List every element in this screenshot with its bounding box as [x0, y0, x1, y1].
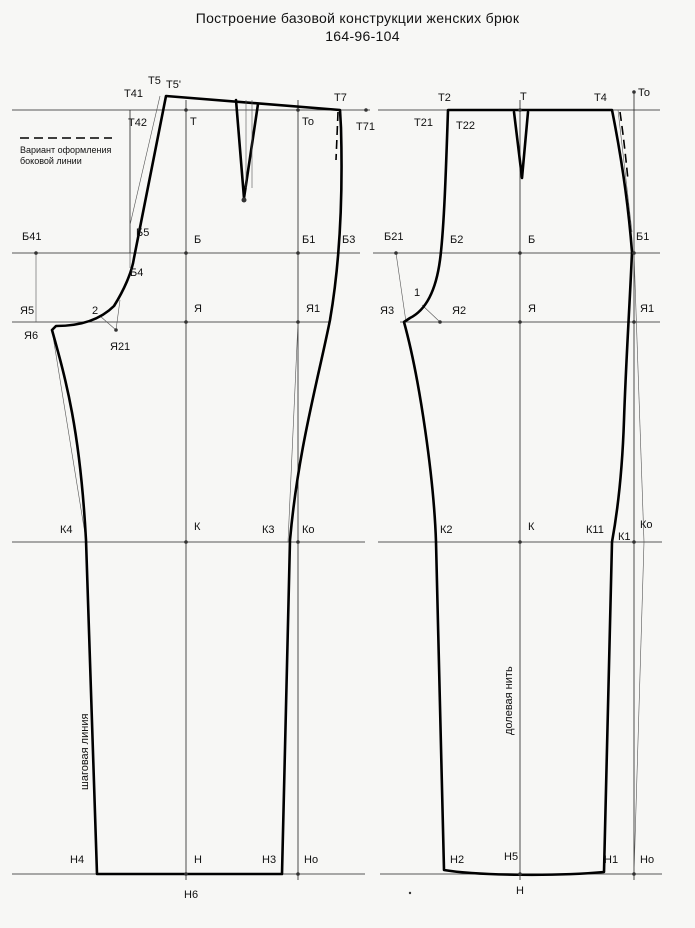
label-back-B: Б [194, 234, 202, 246]
label-back-Ya1: Я1 [306, 303, 321, 315]
front-side-alt-dashed [620, 112, 628, 180]
label-back-B4: Б4 [130, 267, 144, 279]
label-back-Ho: Но [304, 854, 319, 866]
label-back-H6: Н6 [184, 889, 199, 901]
legend [20, 138, 112, 166]
label-back-Ko: Ко [302, 524, 315, 536]
back-inseam-caption: шаговая линия [79, 713, 91, 790]
label-back-T7: Т7 [334, 92, 347, 104]
front-grain-caption: долевая нить [503, 666, 515, 735]
label-back-Ya21: Я21 [110, 341, 131, 353]
label-back-T41: Т41 [124, 88, 143, 100]
label-back-Ya6: Я6 [24, 330, 39, 342]
front-dart [514, 112, 528, 178]
label-front-T4: Т4 [594, 92, 607, 104]
label-back-K: К [194, 521, 201, 533]
label-front-Ya2: Я2 [452, 305, 467, 317]
label-front-K: К [528, 521, 535, 533]
label-front-Ya1: Я1 [640, 303, 655, 315]
size-designation: 164-96-104 [325, 28, 400, 44]
label-back-K4: К4 [60, 524, 73, 536]
label-front-Ho: Но [640, 854, 655, 866]
point-markers [34, 90, 636, 894]
back-side-alt-dashed [336, 112, 338, 160]
front-outline [404, 110, 632, 875]
label-back-T5p: Т5' [166, 79, 181, 91]
back-labels [20, 75, 375, 901]
label-back-B3: Б3 [342, 234, 356, 246]
legend-line1: Вариант оформления [20, 145, 112, 155]
label-front-B1: Б1 [636, 231, 650, 243]
label-back-2: 2 [92, 305, 99, 317]
front-labels [380, 87, 654, 897]
label-front-Ya3: Я3 [380, 305, 395, 317]
label-front-T21: Т21 [414, 117, 433, 129]
legend-line2: боковой линии [20, 156, 82, 166]
label-back-Ya: Я [194, 303, 202, 315]
label-front-T: Т [520, 91, 527, 103]
label-back-H3: Н3 [262, 854, 277, 866]
label-front-B: Б [528, 234, 536, 246]
label-front-B2: Б2 [450, 234, 464, 246]
label-back-B5: Б5 [136, 227, 150, 239]
label-back-T71: Т71 [356, 121, 375, 133]
label-front-Ya: Я [528, 303, 536, 315]
label-front-H2: Н2 [450, 854, 465, 866]
label-back-T5: Т5 [148, 75, 161, 87]
label-front-H1: Н1 [604, 854, 619, 866]
label-front-T22: Т22 [456, 120, 475, 132]
label-back-H: Н [194, 854, 202, 866]
label-back-To: То [302, 116, 314, 128]
label-front-To: То [638, 87, 650, 99]
label-back-Ya5: Я5 [20, 305, 35, 317]
label-back-T42: Т42 [128, 117, 147, 129]
drawing-title: Построение базовой конструкции женских брюк [195, 10, 520, 26]
label-back-T: Т [190, 116, 197, 128]
label-front-H5: Н5 [504, 851, 519, 863]
label-front-Ko: Ко [640, 519, 653, 531]
label-front-K2: К2 [440, 524, 453, 536]
label-front-1: 1 [414, 287, 421, 299]
label-back-K3: К3 [262, 524, 275, 536]
label-front-H: Н [516, 885, 524, 897]
label-front-K11: К11 [586, 524, 604, 536]
label-back-B41: Б41 [22, 231, 42, 243]
label-front-T2: Т2 [438, 92, 451, 104]
label-front-K1: К1 [618, 531, 631, 543]
back-dart [236, 100, 258, 198]
label-back-H4: Н4 [70, 854, 85, 866]
label-front-B21: Б21 [384, 231, 404, 243]
label-back-B1: Б1 [302, 234, 316, 246]
